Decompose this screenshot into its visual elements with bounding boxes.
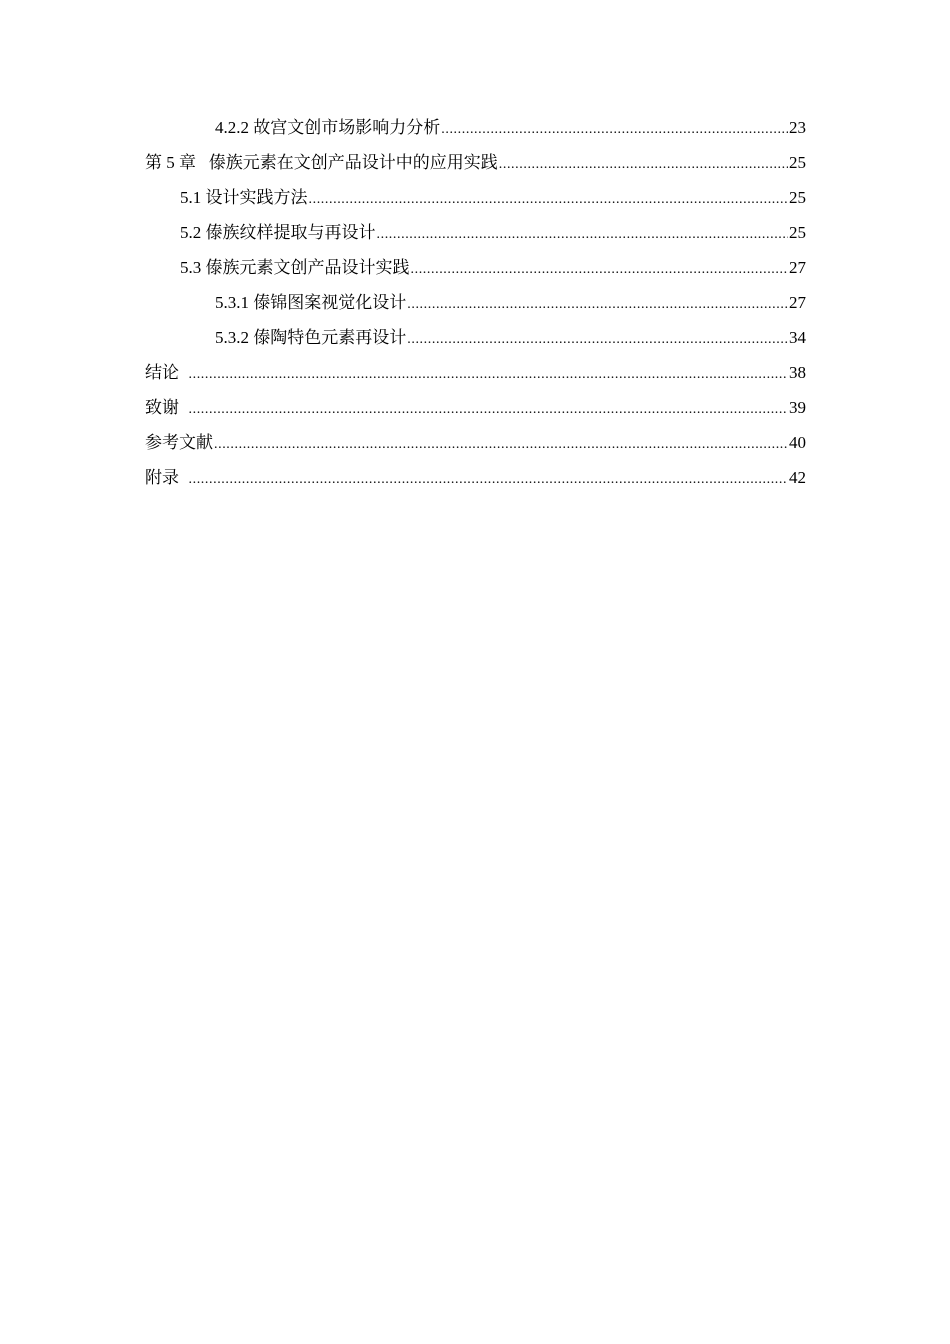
toc-entry-references[interactable]	[145, 425, 806, 460]
toc-dot-leader	[499, 147, 788, 182]
toc-dot-leader	[214, 427, 788, 462]
toc-dot-leader	[189, 357, 789, 392]
toc-entry-title: 5.3.2 傣陶特色元素再设计	[215, 328, 407, 347]
toc-entry-page: 27	[789, 258, 806, 277]
toc-entry-appendix[interactable]	[145, 460, 806, 495]
toc-dot-leader	[189, 462, 789, 497]
toc-entry-title: 参考文献	[145, 433, 213, 452]
toc-entry-5-3-2[interactable]	[145, 320, 806, 355]
toc-dot-leader	[407, 287, 788, 322]
toc-entry-title: 第 5 章 傣族元素在文创产品设计中的应用实践	[145, 153, 498, 172]
toc-dot-leader	[441, 112, 788, 147]
toc-entry-title: 附录	[145, 468, 188, 487]
toc-entry-4-2-2[interactable]	[145, 110, 806, 145]
toc-entry-title: 5.3 傣族元素文创产品设计实践	[180, 258, 410, 277]
toc-entry-page: 38	[789, 363, 806, 382]
toc-entry-page: 39	[789, 398, 806, 417]
toc-entry-page: 40	[789, 433, 806, 452]
toc-entry-page: 25	[789, 223, 806, 242]
toc-dot-leader	[411, 252, 789, 287]
toc-entry-5-1[interactable]	[145, 180, 806, 215]
toc-dot-leader	[407, 322, 788, 357]
toc-entry-5-2[interactable]	[145, 215, 806, 250]
toc-entry-page: 25	[789, 153, 806, 172]
toc-entry-5-3-1[interactable]	[145, 285, 806, 320]
toc-entry-title: 5.1 设计实践方法	[180, 188, 308, 207]
toc-entry-title: 结论	[145, 363, 188, 382]
toc-entry-title: 致谢	[145, 398, 188, 417]
toc-entry-page: 25	[789, 188, 806, 207]
toc-entry-title: 4.2.2 故宫文创市场影响力分析	[215, 118, 441, 137]
toc-entry-page: 23	[789, 118, 806, 137]
toc-entry-acknowledgements[interactable]	[145, 390, 806, 425]
toc-dot-leader	[377, 217, 789, 252]
toc-entry-5-3[interactable]	[145, 250, 806, 285]
toc-entry-conclusion[interactable]	[145, 355, 806, 390]
toc-entry-page: 34	[789, 328, 806, 347]
toc-entry-chapter-5[interactable]	[145, 145, 806, 180]
toc-entry-page: 42	[789, 468, 806, 487]
toc-dot-leader	[189, 392, 789, 427]
toc-entry-title: 5.3.1 傣锦图案视觉化设计	[215, 293, 407, 312]
toc-entry-title: 5.2 傣族纹样提取与再设计	[180, 223, 376, 242]
toc-dot-leader	[309, 182, 789, 217]
table-of-contents	[145, 110, 806, 495]
toc-entry-page: 27	[789, 293, 806, 312]
